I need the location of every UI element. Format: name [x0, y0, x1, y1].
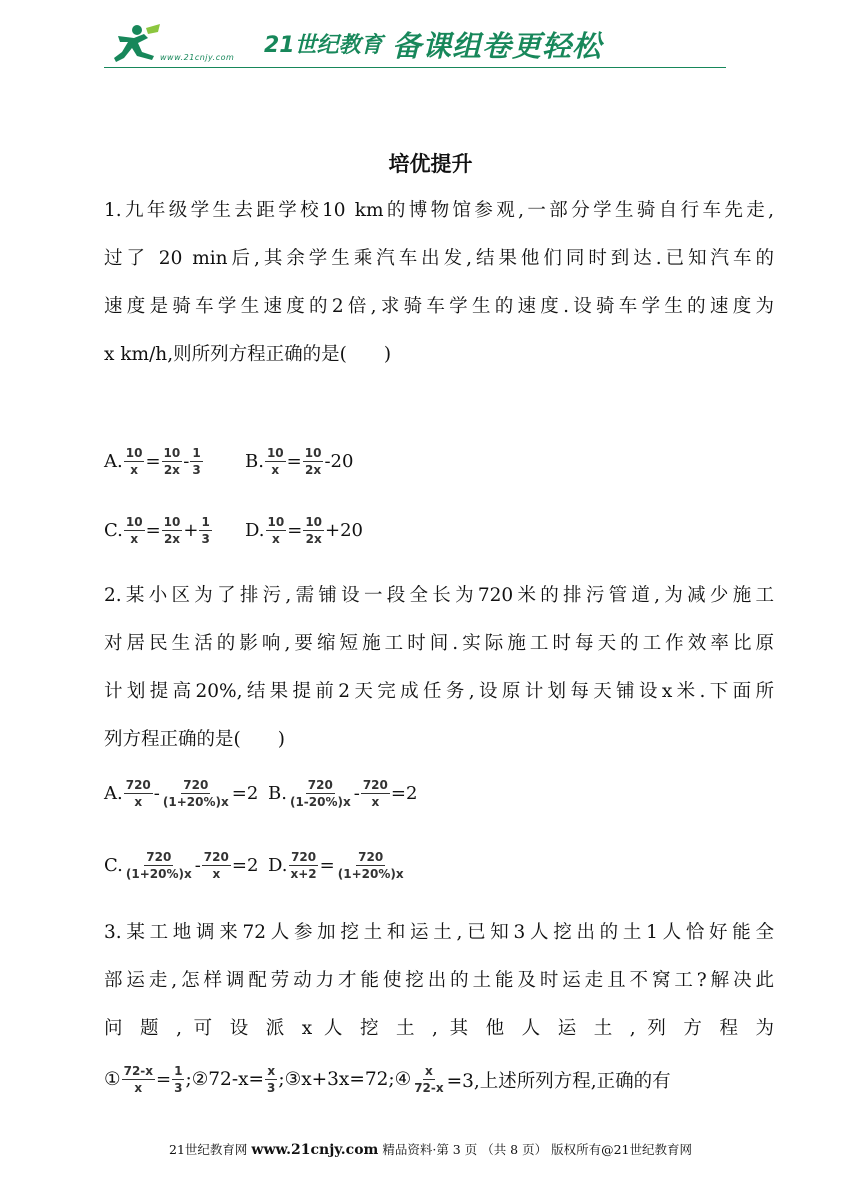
q2-line-2: 对居民生活的影响,要缩短施工时间.实际施工时每天的工作效率比原 — [104, 633, 774, 654]
header-slogan: 备课组卷更轻松 — [392, 29, 603, 63]
header-divider — [104, 67, 726, 68]
footer-page-info: 精品资料·第 3 页 （共 8 页） 版权所有@21世纪教育网 — [382, 1142, 692, 1157]
q3-line-4: ① $\frac{72-x}{x}$ = $\frac{1}{3}$ ;②72-x= $\frac{x}{3}$ ;③x+3x=72;④ $\frac{x}{72-x}$ =3,上述所列方程,正确的有 — [104, 1064, 671, 1095]
q1-option-c: C. $\frac{10}{x}$ = $\frac{10}{2x}$ + $\frac{1}{3}$ — [104, 515, 210, 546]
q2-line-4: 列方程正确的是( ) — [104, 729, 285, 750]
q1-option-a: A. $\frac{10}{x}$ = $\frac{10}{2x}$ - $\frac{1}{3}$ — [104, 446, 201, 477]
q3-line-1: 3.某工地调来72人参加挖土和运土,已知3人挖出的土1人恰好能全 — [104, 922, 774, 943]
brand-url: www.21cnjy.com — [160, 53, 235, 62]
page-footer — [0, 1140, 861, 1158]
q1-option-d: D. $\frac{10}{x}$ = $\frac{10}{2x}$ +20 — [245, 515, 364, 546]
q1-line-4: x km/h,则所列方程正确的是( ) — [104, 344, 392, 365]
runner-logo-icon — [104, 22, 164, 66]
q2-line-3: 计划提高20%,结果提前2天完成任务,设原计划每天铺设x米.下面所 — [104, 681, 774, 702]
q1-option-b: B. $\frac{10}{x}$ = $\frac{10}{2x}$ -20 — [245, 446, 354, 477]
q1-line-3: 速度是骑车学生速度的2倍,求骑车学生的速度.设骑车学生的速度为 — [104, 296, 774, 317]
q2-option-d: D. $\frac{720}{x+2}$ = $\frac{720}{(1+20\%)x}$ — [268, 850, 404, 881]
footer-url[interactable]: www.21cnjy.com — [251, 1142, 379, 1158]
q2-option-a: A. $\frac{720}{x}$ - $\frac{720}{(1+20\%)x}$ =2 — [104, 778, 259, 809]
q1-line-1: 1.九年级学生去距学校10 km的博物馆参观,一部分学生骑自行车先走, — [104, 200, 774, 221]
q3-line-3: 问 题 , 可 设 派 x 人 挖 土 , 其 他 人 运 土 , 列 方 程 为 — [104, 1018, 774, 1039]
section-title: 培优提升 — [388, 152, 473, 176]
q2-option-c: C. $\frac{720}{(1+20\%)x}$ - $\frac{720}{x}$ =2 — [104, 850, 259, 881]
brand-name: 21世纪教育 — [264, 33, 383, 58]
q2-line-1: 2.某小区为了排污,需铺设一段全长为720米的排污管道,为减少施工 — [104, 585, 774, 606]
q1-line-2: 过了 20 min后,其余学生乘汽车出发,结果他们同时到达.已知汽车的 — [104, 248, 774, 269]
page-header — [104, 22, 726, 72]
q3-line-2: 部运走,怎样调配劳动力才能使挖出的土能及时运走且不窝工?解决此 — [104, 970, 774, 991]
footer-site-name: 21世纪教育网 — [169, 1142, 248, 1157]
q2-option-b: B. $\frac{720}{(1-20\%)x}$ - $\frac{720}{x}$ =2 — [268, 778, 418, 809]
